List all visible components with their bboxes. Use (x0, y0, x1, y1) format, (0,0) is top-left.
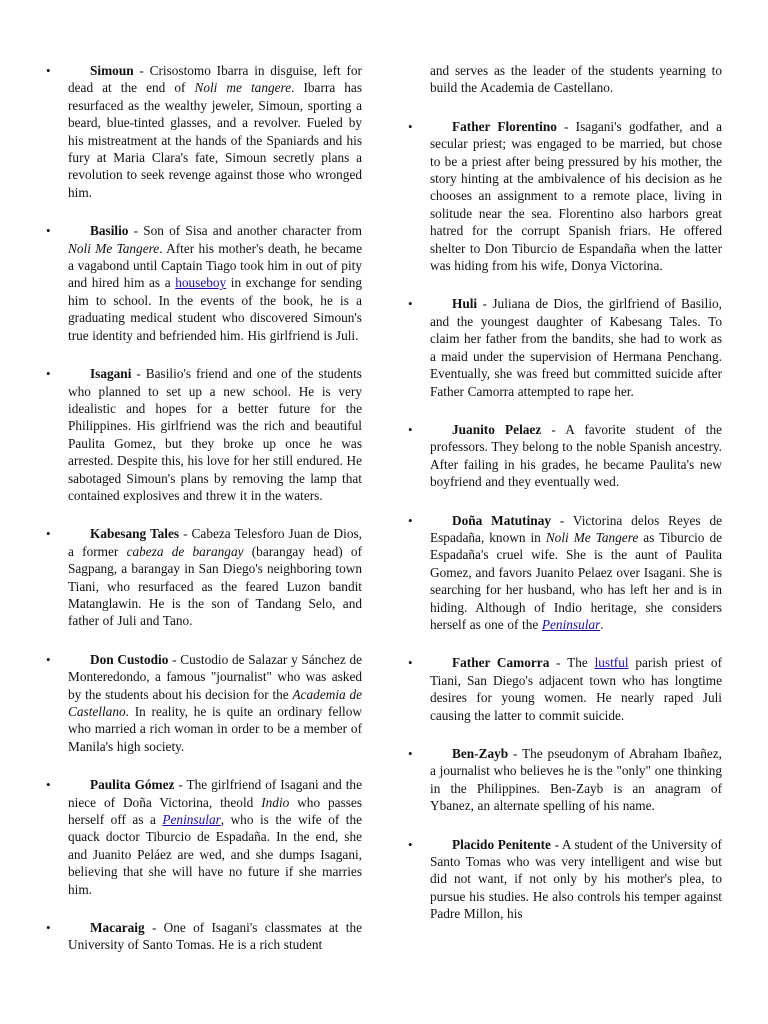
description-text: . (600, 616, 604, 632)
description-text: - Isagani's godfather, and a secular priest; was engaged to be married, but chose to be a priest after being pressured by his mother, the story hinting at the ambivalence of his decision as he chooses an assignment to a remote place, living in solitude near the sea. Florentino also harbors great hatred for the corrupt Spanish friars. He offered shelter to Don Tiburcio de Espandaña when the latter was hiding from his wife, Donya Victorina. (430, 118, 722, 274)
character-entry-juanito-pelaez (408, 421, 722, 491)
character-entry-simoun (46, 62, 362, 201)
bullet-marker: • (46, 366, 51, 382)
left-column (46, 62, 362, 975)
description-text: - Son of Sisa and another character from (128, 223, 362, 239)
italic-term: Noli Me Tangere (68, 240, 160, 256)
entry-text (68, 919, 362, 954)
character-entry-isagani (46, 365, 362, 504)
entry-text (430, 745, 722, 815)
bullet-marker: • (408, 118, 413, 134)
description-text: parish priest of Tiani, San Diego's adjacent town who has longtime desires for young women. He nearly raped Juli causing the latter to commit suicide. (430, 655, 723, 723)
bullet-marker: • (46, 777, 51, 793)
character-entry-paulita-gomez (46, 776, 362, 898)
entry-text (430, 836, 722, 923)
character-name: Macaraig (90, 920, 145, 936)
character-entry-don-custodio (46, 651, 362, 755)
hyperlink[interactable]: Peninsular (541, 616, 601, 632)
character-entry-dona-matutinay (408, 512, 722, 634)
bullet-marker: • (46, 651, 51, 667)
entry-text (68, 525, 362, 629)
character-entry-huli (408, 295, 722, 399)
character-entry-basilio (46, 222, 362, 344)
bullet-marker: • (408, 746, 413, 761)
character-entry-macaraig (46, 919, 362, 954)
italic-term: Noli Me Tangere (545, 529, 639, 545)
entry-text (430, 512, 722, 634)
description-text: . In reality, he is quite an ordinary fellow who married a rich woman in order to be a member of Manila's high society. (68, 704, 362, 754)
italic-term: Noli me tangere (194, 80, 292, 96)
description-text: - The (549, 655, 595, 671)
entry-text (430, 118, 722, 275)
description-text: . Ibarra has resurfaced as the wealthy jeweler, Simoun, sporting a beard, blue-tinted glasses, and a revolver. Fueled by his mistreatment at the hands of the Spaniards and his fury at Maria Clara's fate, Simoun secretly plans a revolution to seek revenge against those who wronged him. (68, 80, 362, 200)
hyperlink[interactable]: Peninsular (162, 812, 221, 828)
hyperlink[interactable]: lustful (594, 655, 629, 671)
description-text: - One of Isagani's classmates at the University of Santo Tomas. He is a rich student (68, 920, 362, 953)
character-name: Ben-Zayb (452, 746, 509, 761)
description-text: , who is the wife of the quack doctor Tiburcio de Espadaña. In the end, she and Juanito Peláez are wed, and she dumps Isagani, believing that she will have no future if she marries him. (68, 812, 363, 897)
right-column (408, 62, 722, 944)
description-text: in exchange for sending him to school. In the events of the book, he is a graduating medical student who discovered Simoun's true identity and befriended him. His girlfriend is Juli. (68, 275, 362, 343)
continuation-paragraph (408, 62, 722, 97)
character-name: Father Florentino (452, 118, 557, 134)
italic-term: Indio (261, 794, 290, 810)
entry-text (68, 62, 362, 201)
description-text: - Crisostomo Ibarra in disguise, left for dead at the end of (68, 63, 362, 96)
bullet-marker: • (408, 421, 413, 437)
bullet-marker: • (408, 655, 413, 671)
description-text: - A favorite student of the professors. They belong to the noble Spanish ancestry. After failing in his grades, he became Paulita's new boyfriend and they eventually wed. (430, 421, 722, 490)
description-text: - Basilio's friend and one of the students who planned to set up a new school. He is very idealistic and hopes for a better future for the Philippines. His girlfriend was the rich and beautiful Paulita Gomez, but they broke up once he was arrested. Despite this, his love for her still endured. He sabotaged Simoun's plans by removing the lamp that contained explosives and threw it in the waters. (68, 366, 362, 503)
character-name: Don Custodio (90, 651, 169, 667)
entry-text (68, 365, 362, 504)
description-text: - The pseudonym of Abraham Ibañez, a journalist who believes he is the "only" one thinking in the Philippines. Ben-Zayb is an anagram of Ybanez, an alternate spelling of his name. (430, 746, 722, 814)
description-text: - Cabeza Telesforo Juan de Dios, a former (68, 526, 362, 559)
bullet-marker: • (408, 836, 413, 852)
character-entry-ben-zayb (408, 745, 722, 815)
description-text: - Victorina delos Reyes de Espadaña, known in (430, 512, 722, 545)
bullet-marker: • (46, 526, 51, 542)
entry-text (430, 654, 722, 724)
description-text: who passes herself off as a (68, 794, 362, 828)
character-name: Simoun (90, 63, 134, 78)
description-text: as Tiburcio de Espadaña's cruel wife. She is the aunt of Paulita Gomez, and favors Juanito Pelaez over Isagani. She is searching for her husband, who has left her and is in hiding. Although of Indio heritage, she considers herself as one of the (430, 529, 722, 632)
hyperlink[interactable]: houseboy (175, 275, 227, 291)
bullet-marker: • (46, 63, 51, 78)
bullet-marker: • (408, 296, 413, 312)
entry-text (430, 421, 722, 491)
description-text: - Custodio de Salazar y Sánchez de Monteredondo, a famous "journalist" who was asked by the students about his decision for the (68, 651, 362, 702)
italic-term: Academia de Castellano (68, 686, 362, 719)
bullet-marker: • (408, 512, 413, 528)
character-name: Paulita Gómez (90, 777, 175, 793)
character-name: Isagani (90, 366, 132, 382)
description-text: - A student of the University of Santo Tomas who was very intelligent and wise but did not want, if not only by his mother's plea, to pursue his studies. He also controls his temper against Padre Millon, his (430, 836, 722, 922)
entry-text (430, 295, 722, 399)
character-name: Placido Penitente (452, 836, 551, 852)
description-text: . After his mother's death, he became a vagabond until Captain Tiago took him in out of pity and hired him as a (68, 240, 362, 291)
entry-text (68, 776, 362, 898)
entry-text (68, 222, 362, 344)
character-name: Basilio (90, 223, 129, 239)
continuation-text: and serves as the leader of the students yearning to build the Academia de Castellano. (430, 63, 722, 96)
bullet-marker: • (46, 920, 51, 936)
character-entry-placido-penitente (408, 836, 722, 923)
character-name: Father Camorra (452, 655, 550, 671)
character-name: Kabesang Tales (90, 526, 180, 542)
character-name: Doña Matutinay (452, 512, 551, 528)
entry-text (68, 651, 362, 755)
description-text: - Juliana de Dios, the girlfriend of Basilio, and the youngest daughter of Kabesang Tales. To claim her father from the bandits, she had to work as a maid under the supervision of Hermana Penchang. Eventually, she was freed but committed suicide after Father Camorra attempted to rape her. (430, 296, 722, 399)
character-entry-father-camorra (408, 654, 722, 724)
character-entry-father-florentino (408, 118, 722, 275)
character-name: Huli (452, 296, 478, 312)
character-name: Juanito Pelaez (452, 421, 542, 437)
bullet-marker: • (46, 223, 51, 239)
description-text: - The girlfriend of Isagani and the niece of Doña Victorina, theold (68, 777, 362, 810)
description-text: (barangay head) of Sagpang, a barangay in San Diego's neighboring town Tiani, who resurfaced as the feared Luzon bandit Matanglawin. He is the son of Tandang Selo, and father of Juli and Tano. (68, 543, 363, 629)
character-entry-kabesang-tales (46, 525, 362, 629)
italic-term: cabeza de barangay (126, 543, 244, 559)
